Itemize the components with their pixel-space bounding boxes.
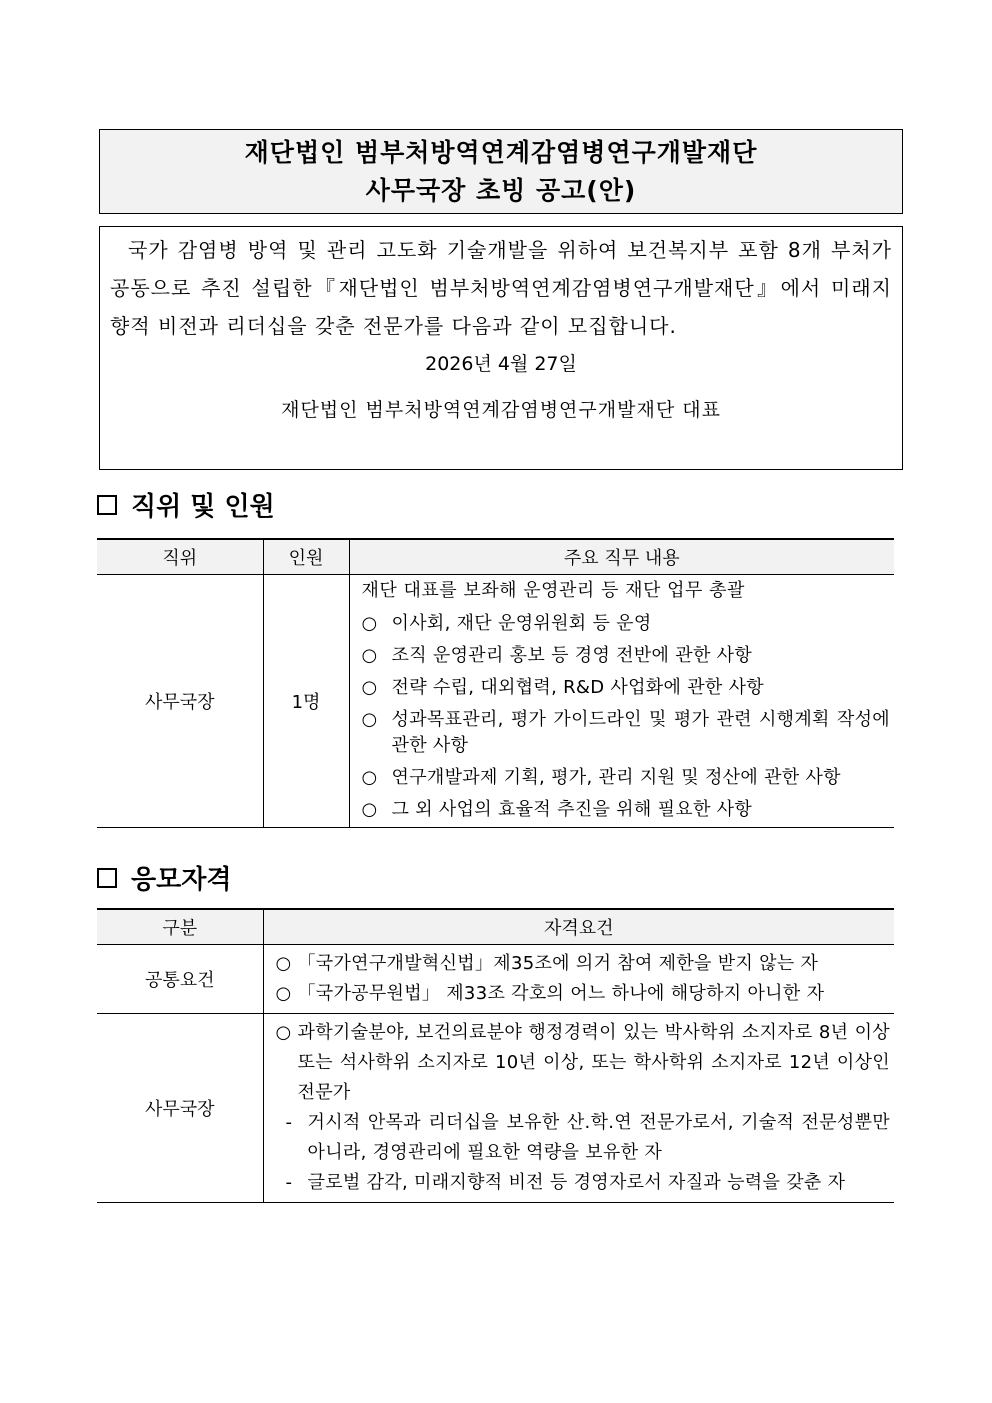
checkbox-square-icon — [97, 495, 117, 515]
header-requirements: 자격요건 — [263, 909, 894, 944]
requirement-sub-item: - 거시적 안목과 리더십을 보유한 산.학.연 전문가로서, 기술적 전문성뿐만 아니라, 경영관리에 필요한 역량을 보유한 자 — [285, 1111, 890, 1163]
header-duties: 주요 직무 내용 — [349, 539, 894, 574]
intro-signature: 재단법인 범부처방역연계감염병연구개발재단 대표 — [281, 399, 721, 421]
title-line-1: 재단법인 범부처방역연계감염병연구개발재단 — [244, 137, 758, 167]
section-heading-qualifications — [97, 859, 231, 896]
qualifications-table — [97, 908, 894, 1203]
duty-item: ○ 이사회, 재단 운영위원회 등 운영 — [361, 612, 652, 634]
intro-date: 2026년 4월 27일 — [425, 353, 577, 375]
title-line-2: 사무국장 초빙 공고(안) — [365, 175, 637, 205]
requirement-item: ○ 과학기술분야, 보건의료분야 행정경력이 있는 박사학위 소지자로 8년 이상 또는 석사학위 소지자로 10년 이상, 또는 학사학위 소지자로 12년 이상인 전문가 — [275, 1021, 890, 1103]
common-label: 공통요건 — [97, 944, 263, 1013]
duty-item: ○ 전략 수립, 대외협력, R&D 사업화에 관한 사항 — [361, 676, 764, 698]
section-heading-text: 응모자격 — [131, 865, 232, 895]
position-requirements-cell — [263, 1013, 894, 1202]
common-requirements-cell — [263, 944, 894, 1013]
requirement-item: ○ 「국가연구개발혁신법」제35조에 의거 참여 제한을 받지 않는 자 — [275, 952, 819, 974]
duty-item: ○ 조직 운영관리 홍보 등 경영 전반에 관한 사항 — [361, 644, 753, 666]
title-box — [99, 129, 903, 214]
position-cell: 사무국장 — [144, 691, 215, 713]
requirement-item: ○ 「국가공무원법」 제33조 각호의 어느 하나에 해당하지 아니한 자 — [275, 982, 825, 1004]
duty-item: ○ 연구개발과제 기획, 평가, 관리 지원 및 정산에 관한 사항 — [361, 766, 841, 788]
duty-item: ○ 그 외 사업의 효율적 추진을 위해 필요한 사항 — [361, 798, 753, 820]
checkbox-square-icon — [97, 868, 117, 888]
header-category: 구분 — [97, 909, 263, 944]
count-cell: 1명 — [263, 574, 349, 827]
section-heading-text: 직위 및 인원 — [131, 492, 275, 522]
section-heading-positions — [97, 486, 275, 523]
duties-cell — [349, 574, 894, 827]
header-count: 인원 — [263, 539, 349, 574]
duty-item: ○ 성과목표관리, 평가 가이드라인 및 평가 관련 시행계획 작성에 관한 사항 — [361, 708, 890, 756]
positions-table — [97, 538, 894, 828]
header-position: 직위 — [97, 539, 263, 574]
intro-box — [99, 226, 903, 470]
requirement-sub-item: - 글로벌 감각, 미래지향적 비전 등 경영자로서 자질과 능력을 갖춘 자 — [285, 1171, 846, 1193]
position-label: 사무국장 — [97, 1013, 263, 1202]
intro-body: 국가 감염병 방역 및 관리 고도화 기술개발을 위하여 보건복지부 포함 8개 부처가 공동으로 추진 설립한『재단법인 범부처방역연계감염병연구개발재단』에서 미래지향적 비전과 리더십을 갖춘 전문가를 다음과 같이 모집합니다. — [110, 238, 892, 338]
duty-lead: 재단 대표를 보좌해 운영관리 등 재단 업무 총괄 — [361, 579, 745, 601]
